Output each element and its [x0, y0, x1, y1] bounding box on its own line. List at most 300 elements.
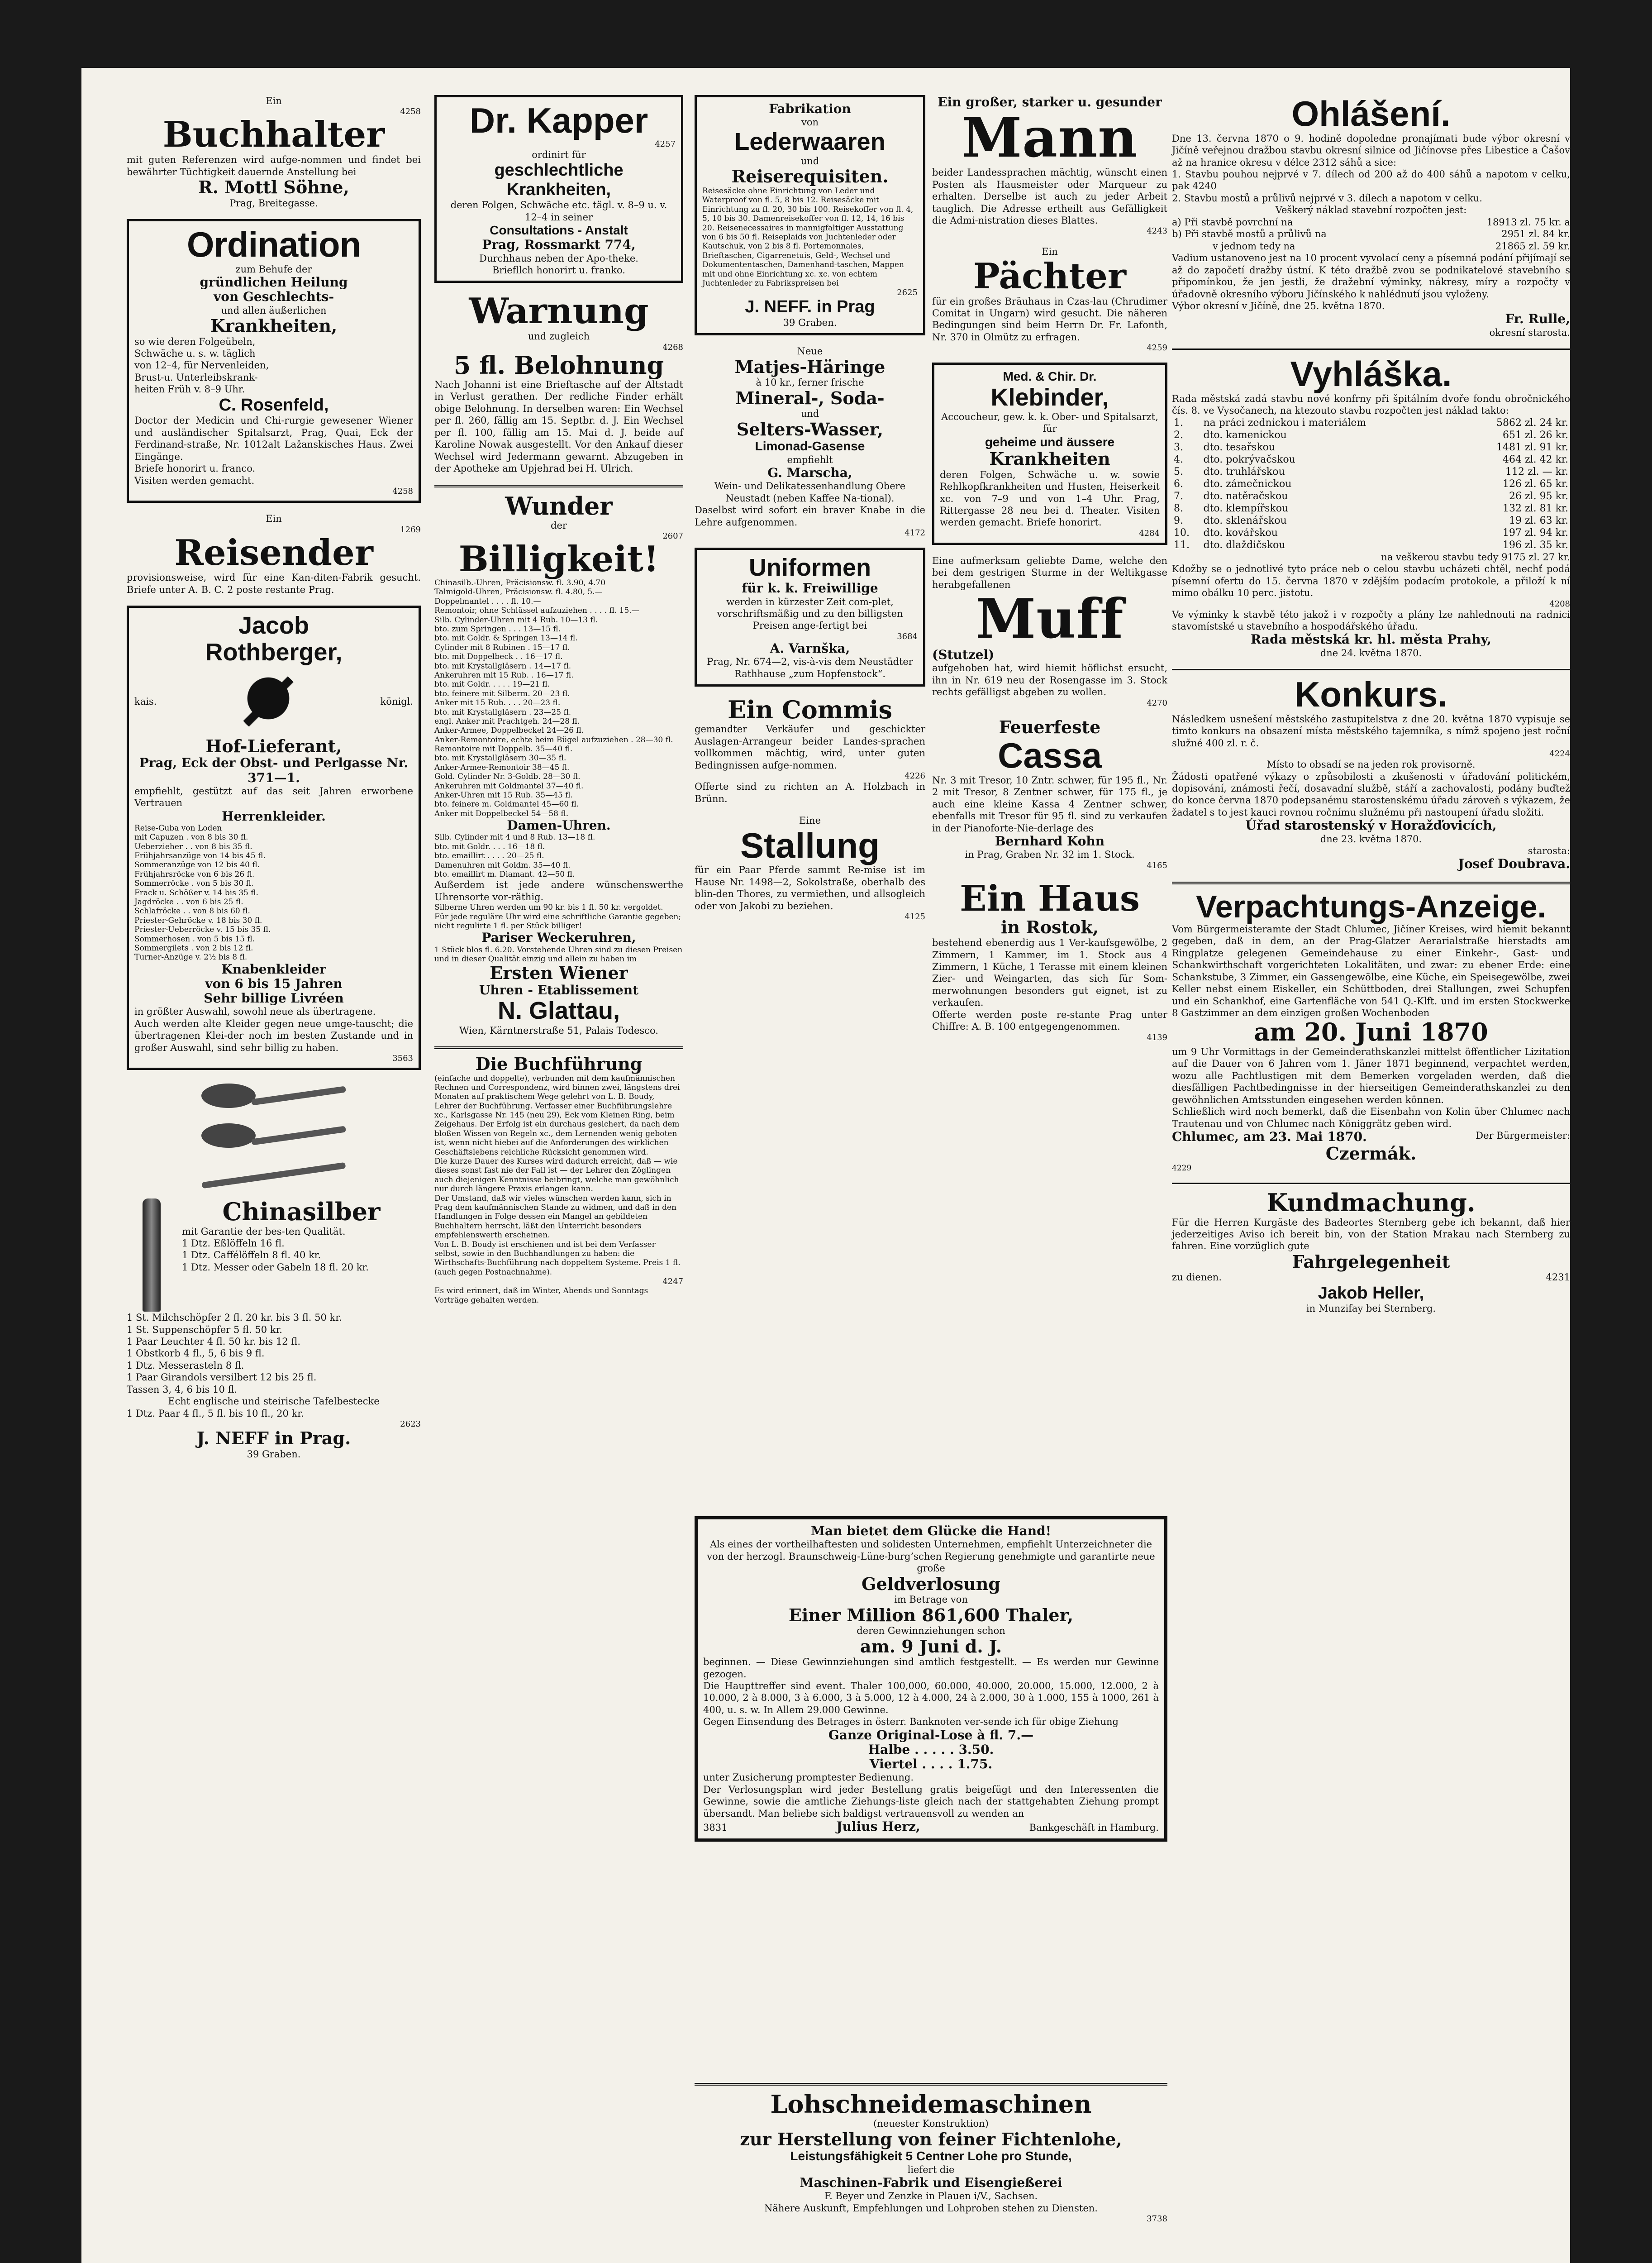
- kund-place: in Munzifay bei Sternberg.: [1306, 1303, 1436, 1314]
- glucke-lose1: Ganze Original-Lose à fl. 7.—: [828, 1727, 1034, 1743]
- konkurs-ref: 4224: [1549, 749, 1570, 759]
- table-row: [1172, 429, 1570, 441]
- chinasilber-item: 1 Dtz. Messer oder Gabeln 18 fl. 20 kr.: [182, 1261, 369, 1273]
- vyhlaska-work: dto. kovářskou: [1203, 527, 1278, 539]
- ad-kapper: [434, 95, 683, 283]
- rothberger-intro: empfiehlt, gestützt auf das seit Jahren erworbene Vertrauen: [134, 785, 413, 809]
- wunder-title2: Billigkeit!: [458, 539, 659, 580]
- uniformen-addr: Prag, Nr. 674—2, vis-à-vis dem Neustädter Rathhause „zum Hopfenstock“.: [707, 656, 913, 679]
- fabrikation-title3: Reiserequisiten.: [731, 166, 889, 187]
- wunder-item: Doppelmantel . . . . fl. 10.—: [434, 597, 541, 606]
- matjes-body: Wein- und Delikatessenhandlung Obere Neustadt (neben Kaffee Na-tional).: [714, 481, 906, 504]
- ohlaseni-naklad: Veškerý náklad stavební rozpočten jest:: [1275, 205, 1467, 216]
- buchhalter-ref: 4258: [400, 107, 421, 117]
- ordination-desc: Doctor der Medicin und Chi-rurgie gewesener Wiener und ausländischer Spitalsarzt, Prag, Quai, Eck der Ferdinand-straße, Nr. 1012alt Lažanskisches Haus. Zwei Eingänge.: [134, 415, 413, 462]
- buchf-body: (einfache und doppelte), verbunden mit dem kaufmännischen Rechnen und Correspondenz, wird binnen zwei, längstens drei Monaten auf praktischem Wege gelehrt von L. B. Boudy, Lehrer der Buchführung. Verfasser einer Buchführungslehre xc., Karlsgasse Nr. 145 (neu 29), Eck vom Kleinen Ring, beim Zeigehaus. Der Erfolg ist ein durchaus gesichert, da nach dem bloßen Wissen von Regeln xc., dem Lernenden wenig geboten ist, wenn nicht hiebei auf die Anforderungen des wirklichen Geschäftslebens reichliche Rücksicht genommen wird.: [434, 1074, 680, 1157]
- buchf-ref: 4247: [662, 1277, 683, 1287]
- ad-cassa: [932, 718, 1167, 870]
- rothberger-knaben-ages: von 6 bis 15 Jahren: [205, 976, 343, 991]
- glucke-h: Geldverlosung: [862, 1573, 1000, 1594]
- vyhlaska-cost: 19 zl. 63 kr.: [1509, 515, 1568, 526]
- ad-pachter: [932, 246, 1167, 353]
- fabrikation-body: Reisesäcke ohne Einrichtung von Leder und Waterproof von fl. 5, 8 bis 12. Reisesäcke mit Einrichtung zu fl. 20, 30 bis 100. Reisekoffer von fl. 4, 5, 10 bis 30. Damenreisekoffer von fl. 12, 14, 16 bis 20. Reisenecessaires in mannigfaltiger Ausstattung von 6 bis 50 fl. Reiseplaids von Juchtenleder oder Kautschuk, von 2 bis 8 fl. Portemonnaies, Brieftaschen, Cigarrenetuis, Geld-, Wechsel und Dokumententaschen, Damenhand-taschen, Mappen mit und ohne Einrichtung xc. xc. von echtem Juchtenleder zu Fabrikspreisen bei: [702, 186, 914, 288]
- glucke-body3: Die Haupttreffer sind event. Thaler 100,000, 60.000, 40.000, 20.000, 15.000, 12.000, 2 à 10.000, 2 à 8.000, 3 à 6.000, 3 à 5.000, 12 à 4.000, 24 à 2.000, 30 à 1.000, 155 à 1000, 261 à 400, u. s. w. In Allem 29.000 Gewinne.: [703, 1681, 1159, 1715]
- verpacht-title: Verpachtungs-Anzeige.: [1195, 888, 1547, 924]
- uniformen-firm: A. Varnška,: [770, 640, 850, 656]
- ad-commis: [695, 697, 925, 805]
- wunder-item: Cylinder mit 8 Rubinen . 15—17 fl.: [434, 643, 570, 652]
- newspaper-page: [81, 68, 1570, 2263]
- ad-buchfuhrung: [434, 1046, 683, 1305]
- matjes-h3: Selters-Wasser,: [736, 419, 884, 439]
- chinasilber-ref: 2623: [400, 1419, 421, 1429]
- kund-dienen: zu dienen.: [1172, 1272, 1222, 1283]
- muff-body2: aufgehoben hat, wird hiemit höflichst ersucht, ihn in Nr. 619 neu der Rosengasse im 3. Stock rechts gefälligst abgeben zu wollen.: [932, 663, 1167, 698]
- ordination-visiten: Visiten werden gemacht.: [134, 475, 255, 486]
- vyhlaska-work: na práci zednickou i materiálem: [1203, 417, 1366, 429]
- fabrikation-title2: Lederwaaren: [734, 128, 886, 155]
- rothberger-item: Priester-Gehröcke v. 18 bis 30 fl.: [134, 916, 262, 925]
- glucke-title: Man bietet dem Glücke die Hand!: [811, 1523, 1051, 1538]
- mann-top: Ein großer, starker u. gesunder: [938, 95, 1162, 110]
- mann-body: beider Landessprachen mächtig, wünscht einen Posten als Hausmeister oder Marqueur zu erhalten. Derselbe ist auch zu jeder Arbeit tauglich. Die Adresse ertheilt aus Gefälligkeit die Admi-nistration dieses Blattes.: [932, 167, 1167, 226]
- wunder-item: bto. mit Goldr. & Springen 13—14 fl.: [434, 634, 578, 643]
- wunder-item: Ankeruhren mit 15 Rub. . 16—17 fl.: [434, 670, 574, 680]
- verpacht-b: Der Bürgermeister:: [1476, 1130, 1570, 1141]
- rothberger-item: Ueberzieher . . von 8 bis 35 fl.: [134, 842, 252, 851]
- spoon-icon: [201, 1120, 346, 1151]
- matjes-h2: Mineral-, Soda-: [735, 387, 885, 408]
- konkurs-title: Konkurs.: [1294, 674, 1448, 715]
- ohlaseni-b-val: 2951 zl. 84 kr.: [1501, 229, 1570, 240]
- wunder-damen-item: bto. emaillirt . . . . 20—25 fl.: [434, 851, 544, 861]
- ad-glucke: [695, 1516, 1167, 1852]
- reisender-title: Reisender: [174, 532, 373, 573]
- wunder-item: bto. zum Springen . . . 13—15 fl.: [434, 625, 561, 634]
- vyhlaska-work: dto. tesařskou: [1203, 441, 1276, 453]
- ohlaseni-item: 1. Stavbu pouhou nejprvé v 7. dílech od 200 až do 400 sáhů a napotom v celku, pak 4240: [1172, 169, 1570, 192]
- lohe-ref: 3738: [1147, 2214, 1167, 2224]
- glucke-body6: Der Verlosungsplan wird jeder Bestellung gratis beigefügt und den Interessenten die Gewinne, sowie die amtliche Ziehungs-liste gleich nach der stattgehabten Ziehung prompt übersandt. Man beliebe sich baldigst vertrauensvoll zu wenden an: [703, 1784, 1159, 1819]
- ad-warnung: [434, 293, 683, 474]
- ordination-line: heiten Früh v. 8–9 Uhr.: [134, 384, 245, 395]
- wunder-item: Anker mit Doppelbeckel 54—58 fl.: [434, 809, 569, 818]
- matjes-neue: Neue: [797, 346, 823, 357]
- ohlaseni-body: Dne 13. června 1870 o 9. hodině dopoledne pronajímati bude výbor okresní v Jičíně veřejnou dražbou stavbu okresní silnice od Jičínovse přes Libestice a Čašov až na hranice okresu v délce 2312 sáhů a sice:: [1172, 133, 1570, 168]
- kapper-anstalt: Consultations - Anstalt: [490, 223, 628, 238]
- ordination-line: Schwäche u. s. w. täglich: [134, 348, 256, 359]
- verpacht-body2: um 9 Uhr Vormittags in der Gemeinderathskanzlei mittelst öffentlicher Lizitation auf die Dauer von 6 Jahren vom 1. Jäner 1871 beginnend, verpachtet werden, wozu alle Pachtlustigen mit dem Bemerken vorgeladen werden, daß die diesfälligen Pachtbedingnisse in der hierseitigen Gemeinderathskanzlei zu den gewöhnlichen Amtsstunden eingesehen werden können.: [1172, 1046, 1570, 1105]
- glucke-amount: Einer Million 861,600 Thaler,: [788, 1604, 1074, 1625]
- ordination-line: von 12–4, für Nervenleiden,: [134, 360, 269, 371]
- glucke-date: am. 9 Juni d. J.: [860, 1636, 1002, 1657]
- wunder-item: Gold. Cylinder Nr. 3-Goldb. 28—30 fl.: [434, 772, 581, 782]
- ohlaseni-a: a) Při stavbě povrchní na: [1172, 216, 1293, 228]
- ad-konkurs: [1172, 676, 1570, 872]
- klebinder-body2: deren Folgen, Schwäche u. w. sowie Rehlkopfkrankheiten und Husten, Heiserkeit xc. von 7–9 und von 1–4 Uhr. Prag, Rittergasse 28 neu bei d. Theater. Visiten werden gemacht. Briefe honorirt.: [940, 469, 1160, 528]
- konkurs-sign: Úřad starostenský v Horažďovicích,: [1245, 818, 1497, 833]
- rothberger-ref: 3563: [392, 1054, 413, 1064]
- muff-sub: (Stutzel): [932, 647, 995, 663]
- rothberger-item: Turner-Anzüge v. 2½ bis 8 fl.: [134, 953, 248, 962]
- vyhlaska-cost: 1481 zl. 91 kr.: [1496, 441, 1568, 453]
- rule: [1172, 669, 1570, 670]
- stallung-title: Stallung: [740, 825, 880, 865]
- cassa-ref: 4165: [1147, 860, 1167, 870]
- wunder-ref: 2607: [662, 531, 683, 541]
- konkurs-b3: Žádosti opatřené výkazy o způsobilosti a zkušenosti v úřadování politickém, dopisování, známosti řečí, dosavadní službě, stáří a zachovalosti, podány buďtež do konce června 1870 podepsanému starostenskému úřadu zároveň s výkazem, že žadatel s to jest kauci rovnou ročnímu služnému při nastoupení úřadu složiti.: [1172, 771, 1570, 818]
- wunder-damen-item: bto. mit Goldr. . . . 16—18 fl.: [434, 842, 545, 851]
- vyhlaska-cost: 126 zl. 65 kr.: [1502, 478, 1568, 490]
- vyhlaska-no: 1.: [1174, 417, 1183, 429]
- rothberger-hof: Hof-Lieferant,: [205, 735, 342, 756]
- haus-title: Ein Haus: [960, 878, 1140, 919]
- rule: [1172, 349, 1570, 350]
- ordination-line: von Geschlechts-: [213, 289, 334, 305]
- ohlaseni-sign2: okresní starosta.: [1489, 327, 1570, 338]
- ohlaseni-title: Ohlášení.: [1291, 94, 1451, 134]
- kapper-heading: geschlechtliche Krankheiten,: [494, 161, 624, 199]
- commis-offer: Offerte sind zu richten an A. Holzbach in Brünn.: [695, 781, 925, 804]
- haus-offer: Offerte werden poste re-stante Prag unter Chiffre: A. B. 100 entgegengenommen.: [932, 1009, 1167, 1032]
- vyhlaska-no: 11.: [1174, 539, 1190, 551]
- vyhlaska-cost: 5862 zl. 24 kr.: [1496, 417, 1568, 429]
- glucke-firm: Julius Herz,: [836, 1819, 920, 1834]
- haus-ref: 4139: [1147, 1032, 1167, 1042]
- wunder-item: bto. feinere mit Silberm. 20—23 fl.: [434, 689, 570, 698]
- rule: [1172, 882, 1570, 884]
- ordination-line: so wie deren Folgeübeln,: [134, 336, 256, 347]
- cassa-addr: in Prag, Graben Nr. 32 im 1. Stock.: [965, 849, 1135, 860]
- wunder-silber: Silberne Uhren werden um 90 kr. bis 1 fl. 50 kr. vergoldet.: [434, 903, 663, 912]
- wunder-item: Remontoir, ohne Schlüssel aufzuziehen . . . . fl. 15.—: [434, 606, 639, 616]
- wunder-item: bto. mit Krystallgläsern . 14—17 fl.: [434, 661, 571, 671]
- column-2: [434, 95, 683, 1315]
- commis-title: Ein Commis: [728, 695, 892, 724]
- verpacht-body3: Schließlich wird noch bemerkt, daß die Eisenbahn von Kolin über Chlumec nach Trautenau und von Chlumec nach Königgrätz geben wird.: [1172, 1106, 1570, 1129]
- knife-fork-icon: [201, 1160, 346, 1191]
- ordination-line: und allen äußerlichen: [221, 305, 327, 316]
- wunder-item: Talmigold-Uhren, Präcisionsw. fl. 4.80, 5.—: [434, 587, 603, 597]
- kapper-title: Dr. Kapper: [469, 100, 648, 140]
- wunder-item: Anker-Remontoire, echte beim Bügel aufzuziehen . 28—30 fl.: [434, 735, 673, 745]
- rothberger-item: Frühjahrsanzüge von 14 bis 45 fl.: [134, 851, 266, 861]
- chinasilber-row: [127, 1198, 421, 1312]
- rothberger-herren: Herrenkleider.: [222, 808, 326, 824]
- uniformen-ref: 3684: [897, 631, 918, 641]
- reisender-top: Ein: [266, 513, 282, 525]
- wunder-der: der: [551, 520, 567, 531]
- wunder-ausserdem: Außerdem ist jede andere wünschenswerthe Uhrensorte vor-räthig.: [434, 879, 683, 902]
- wunder-etabl: Uhren - Etablissement: [479, 982, 639, 998]
- vyhlaska-no: 3.: [1174, 441, 1183, 453]
- buchf-title: Die Buchführung: [475, 1053, 643, 1074]
- table-row: [1172, 527, 1570, 539]
- table-row: [1172, 441, 1570, 454]
- wunder-glattau: N. Glattau,: [497, 997, 620, 1025]
- rule: [1172, 1183, 1570, 1184]
- rothberger-item: Schlafröcke . . von 8 bis 60 fl.: [134, 907, 250, 916]
- ad-ordination: [127, 219, 421, 503]
- wunder-item: Anker-Armee-Remontoir 38—45 fl.: [434, 763, 570, 772]
- rothberger-item: Priester-Ueberröcke v. 15 bis 35 fl.: [134, 925, 271, 935]
- ad-buchhalter: [127, 95, 421, 209]
- matjes-h1: Matjes-Häringe: [734, 356, 886, 377]
- fabrikation-firm: J. NEFF. in Prag: [745, 297, 875, 317]
- klebinder-h2: Krankheiten: [989, 449, 1110, 469]
- rothberger-items: [134, 824, 413, 962]
- ohlaseni-row-a: [1172, 216, 1570, 228]
- pachter-top: Ein: [1042, 246, 1058, 258]
- table-row: [1172, 466, 1570, 478]
- column-3: [695, 95, 925, 931]
- verpacht-date: am 20. Juni 1870: [1254, 1017, 1488, 1047]
- ohlaseni-b: b) Při stavbě mostů a průlivů na: [1172, 229, 1327, 240]
- warnung-ref: 4268: [662, 342, 683, 352]
- kapper-body: deren Folgen, Schwäche etc. tägl. v. 8–9 u. v. 12–4 in seiner: [450, 200, 667, 223]
- kund-body: Für die Herren Kurgäste des Badeortes Sternberg gebe ich bekannt, daß hier jederzeitiges Aviso ich bereit bin, von der Station Mrakau nach Sternberg zu fahren. Eine vorzüglich gute: [1172, 1217, 1570, 1252]
- ohlaseni-sum-val: 21865 zl. 59 kr.: [1495, 240, 1570, 252]
- vyhlaska-cost: 197 zl. 94 kr.: [1502, 527, 1568, 539]
- muff-body1: Eine aufmerksam geliebte Dame, welche den bei dem gestrigen Sturme in der Weltikgasse herabgefallenen: [932, 555, 1167, 590]
- table-row: [1172, 478, 1570, 490]
- vyhlaska-work: dto. zámečnickou: [1203, 478, 1292, 490]
- ohlaseni-date: Výbor okresní v Jičíně, dne 25. května 1870.: [1172, 301, 1385, 312]
- wunder-item: Ankeruhren mit Goldmantel 37—40 fl.: [434, 781, 584, 791]
- klebinder-body: Accoucheur, gew. k. k. Ober- und Spitalsarzt, für: [941, 411, 1158, 434]
- verpacht-sign-row: [1172, 1130, 1570, 1144]
- uniformen-title: Uniformen: [749, 554, 871, 581]
- cassa-body: Nr. 3 mit Tresor, 10 Zntr. schwer, für 195 fl., Nr. 2 mit Tresor, 8 Zentner schwer, für 175 fl., je auch eine kleine Kassa 4 Zentner schwer, ebenfalls mit Tresor für 95 fl. sind zu verkaufen in der Pianoforte-Nie-derlage des: [932, 775, 1167, 834]
- chinasilber-item: 1 Paar Leuchter 4 fl. 50 kr. bis 12 fl.: [127, 1336, 301, 1347]
- chinasilber-street: 39 Graben.: [247, 1448, 301, 1460]
- table-row: [1172, 539, 1570, 551]
- table-row: [1172, 490, 1570, 502]
- buchf-book: Von L. B. Boudy ist erschienen und ist bei dem Verfasser selbst, sowie in den Buchhandlungen zu haben: die Wirthschafts-Buchführung nach doppeltem Systeme. Preis 1 fl. (auch gegen Postnachnahme).: [434, 1240, 681, 1277]
- vyhlaska-work: dto. truhlářskou: [1203, 466, 1285, 477]
- wunder-item: Anker-Uhren mit 15 Rub. 35—45 fl.: [434, 791, 573, 800]
- column-1: [127, 95, 421, 1470]
- verpacht-ref: 4229: [1172, 1163, 1192, 1173]
- rothberger-name1: Jacob: [238, 612, 309, 640]
- glucke-box: [695, 1516, 1167, 1842]
- wunder-damen-items: [434, 833, 683, 879]
- warnung-title: Warnung: [469, 291, 649, 332]
- chinasilber-tafel: Echt englische und steirische Tafelbestecke: [168, 1396, 380, 1407]
- rothberger-konigl: königl.: [380, 696, 413, 707]
- wunder-damen-item: bto. emaillirt m. Diamant. 42—50 fl.: [434, 869, 575, 879]
- wunder-item: Anker-Armee, Doppelbeckel 24—26 fl.: [434, 726, 584, 735]
- vyhlaska-cost: 196 zl. 35 kr.: [1502, 539, 1568, 551]
- muff-ref: 4270: [1147, 698, 1167, 708]
- chinasilber-item: 1 St. Suppenschöpfer 5 fl. 50 kr.: [127, 1324, 282, 1335]
- wunder-item: bto. mit Goldr. . . . . 19—21 fl.: [434, 680, 550, 689]
- matjes-empf: empfiehlt: [787, 454, 833, 465]
- kund-name: Jakob Heller,: [1318, 1283, 1424, 1303]
- ad-matjes: [695, 345, 925, 538]
- glucke-ref: 3831: [703, 1822, 728, 1833]
- matjes-firm: G. Marscha,: [767, 465, 852, 480]
- vyhlaska-no: 9.: [1174, 515, 1183, 526]
- vyhlaska-work: dto. natěračskou: [1203, 490, 1288, 502]
- ordination-briefe: Briefe honorirt u. franco.: [134, 463, 256, 474]
- glucke-deren: deren Gewinnziehungen schon: [857, 1625, 1005, 1637]
- vyhlaska-work: dto. pokrývačskou: [1203, 454, 1295, 465]
- ordination-line: gründlichen Heilung: [200, 275, 348, 290]
- vyhlaska-no: 8.: [1174, 502, 1183, 514]
- table-row: [1172, 417, 1570, 429]
- vyhlaska-body: Rada městská zadá stavbu nové konfrny při špitálním dvoře fondu obročnického čís. 8. ve Vysočanech, na ktezouto stavbu rozpočten jest náklad takto:: [1172, 393, 1570, 416]
- buchhalter-title: Buchhalter: [162, 114, 385, 156]
- cassa-h: Feuerfeste: [999, 716, 1101, 737]
- reisender-body: provisionsweise, wird für eine Kan-diten-Fabrik gesucht. Briefe unter A. B. C. 2 poste restante Prag.: [127, 572, 421, 595]
- ohlaseni-a-val: 18913 zl. 75 kr. a: [1486, 216, 1570, 228]
- ad-lohe: [695, 2077, 1167, 2224]
- matjes-h4: Limonad-Gasense: [755, 439, 865, 454]
- warnung-body: Nach Johanni ist eine Brieftasche auf der Altstadt in Verlust gerathen. Der redliche Finder erhält obige Belohnung. In derselben waren: Ein Wechsel per fl. 260, fällig am 15. Septbr. d. J. Ein Wechsel per fl. 100, fällig am 15. Mai d. J. beide auf Karoline Nowak ausgestellt. Vor den Ankauf dieser Wechsel wird Jedermann gewarnt. Abzugeben in der Apotheke am Upjehrad bei H. Ulrich.: [434, 379, 683, 474]
- wunder-damen-item: Silb. Cylinder mit 4 und 8 Rub. 13—18 fl.: [434, 833, 595, 842]
- ohlaseni-row-sum: [1172, 240, 1570, 252]
- haus-sub: in Rostok,: [1000, 917, 1099, 937]
- kund-row: [1172, 1271, 1570, 1283]
- rule: [695, 2083, 1167, 2086]
- table-row: [1172, 502, 1570, 515]
- rothberger-livreen-body: in größter Auswahl, sowohl neue als übertragene.: [134, 1006, 376, 1017]
- lohe-body: Nähere Auskunft, Empfehlungen und Lohproben stehen zu Diensten.: [764, 2202, 1098, 2214]
- wunder-pariser: Pariser Weckeruhren,: [481, 930, 636, 945]
- wunder-damen-item: Damenuhren mit Goldm. 35—40 fl.: [434, 860, 571, 870]
- lohe-sub: (neuester Konstruktion): [873, 2118, 989, 2129]
- ordination-ref: 4258: [392, 487, 413, 497]
- rothberger-item: Sommerhosen . von 5 bis 15 fl.: [134, 934, 255, 944]
- vyhlaska-body2: Kdožby se o jednotlivé tyto práce neb o celou stavbu ucházeti chtěl, nechť podá písemní ofertu do 15. června 1870 v zdějším podacím protokole, a přiloží k ní mimo obálku 10 perc. jistotu.: [1172, 563, 1570, 599]
- wunder-item: bto. mit Krystallgläsern 30—35 fl.: [434, 754, 567, 763]
- vyhlaska-sum: na veškerou stavbu tedy 9175 zl. 27 kr.: [1381, 551, 1570, 563]
- chinasilber-item: Tassen 3, 4, 6 bis 10 fl.: [127, 1384, 238, 1395]
- rothberger-item: Jagdröcke . . von 6 bis 25 fl.: [134, 898, 243, 907]
- lohe-cap: Leistungsfähigkeit 5 Centner Lohe pro Stunde,: [790, 2149, 1072, 2163]
- kund-title: Kundmachung.: [1266, 1188, 1476, 1217]
- cassa-firm: Bernhard Kohn: [995, 834, 1105, 849]
- glucke-im: im Betrage von: [894, 1594, 968, 1605]
- klebinder-h: geheime und äussere: [985, 434, 1115, 449]
- wunder-item: Anker mit 15 Rub. . . . 20—23 fl.: [434, 698, 561, 708]
- muff-title: Muff: [976, 587, 1124, 651]
- vyhlaska-cost: 112 zl. — kr.: [1505, 466, 1568, 477]
- stallung-ref: 4125: [905, 912, 925, 922]
- konkurs-b2: Místo to obsadí se na jeden rok provisorně.: [1266, 759, 1476, 770]
- kund-h: Fahrgelegenheit: [1292, 1251, 1450, 1272]
- chinasilber-item: 1 Dtz. Caffélöffeln 8 fl. 40 kr.: [182, 1250, 321, 1261]
- wunder-addr: Wien, Kärntnerstraße 51, Palais Todesco.: [459, 1025, 658, 1036]
- buchhalter-body: mit guten Referenzen wird aufge-nommen und findet bei bewährter Tüchtigkeit dauernde Anstellung bei: [127, 154, 421, 177]
- kapper-addr: Prag, Rossmarkt 774,: [482, 237, 636, 253]
- pachter-body: für ein großes Bräuhaus in Czas-lau (Chrudimer Comitat in Ungarn) wird gesucht. Die näheren Bedingungen sind beim Herrn Dr. Fr. Lafonth, Nr. 370 in Olmütz zu erfragen.: [932, 296, 1167, 343]
- fabrikation-von: von: [801, 117, 819, 128]
- klebinder-ref: 4284: [1139, 528, 1160, 538]
- ad-muff: [932, 555, 1167, 708]
- ohlaseni-row-b: [1172, 228, 1570, 240]
- table-row: [1172, 515, 1570, 527]
- ad-rothberger: [127, 606, 421, 1070]
- rothberger-name2: Rothberger,: [205, 639, 343, 666]
- vyhlaska-ref: 4208: [1549, 599, 1570, 609]
- lohe-h: zur Herstellung von feiner Fichtenlohe,: [740, 2129, 1122, 2149]
- vyhlaska-cost: 464 zl. 42 kr.: [1502, 454, 1568, 465]
- chinasilber-item: 1 Paar Girandols versilbert 12 bis 25 fl.: [127, 1372, 317, 1383]
- rothberger-livreen: Sehr billige Livréen: [204, 991, 344, 1006]
- double-eagle-icon: [237, 670, 300, 733]
- konkurs-date: dne 23. května 1870.: [1320, 833, 1422, 845]
- rule: [434, 485, 683, 487]
- mann-ref: 4243: [1147, 226, 1167, 236]
- ad-fabrikation: [695, 95, 925, 335]
- warnung-reward: 5 fl. Belohnung: [453, 350, 664, 380]
- pachter-ref: 4259: [1147, 343, 1167, 353]
- kapper-side: Durchhaus neben der Apo-theke.: [479, 253, 638, 264]
- vyhlaska-table: [1172, 417, 1570, 551]
- column-5: [1172, 95, 1570, 1325]
- matjes-ref: 4172: [905, 528, 925, 538]
- ad-haus: [932, 880, 1167, 1042]
- rothberger-knaben: Knabenkleider: [221, 961, 326, 977]
- lohe-place: F. Beyer und Zenzke in Plauen i/V., Sachsen.: [824, 2191, 1038, 2202]
- chinasilber-text: [182, 1198, 421, 1312]
- buchhalter-firm: R. Mottl Söhne,: [198, 177, 349, 198]
- vyhlaska-no: 5.: [1174, 466, 1183, 477]
- rothberger-item: Sommeranzüge von 12 bis 40 fl.: [134, 860, 260, 870]
- wunder-items: [434, 578, 683, 818]
- rothberger-item: Frack u. Schößer v. 14 bis 35 fl.: [134, 888, 258, 898]
- vyhlaska-cost: 651 zl. 26 kr.: [1502, 429, 1568, 441]
- ohlaseni-sum: v jednom tedy na: [1213, 240, 1295, 252]
- fabrikation-title: Fabrikation: [769, 101, 851, 116]
- vyhlaska-no: 7.: [1174, 490, 1183, 502]
- glucke-body5: unter Zusicherung promptester Bedienung.: [703, 1772, 914, 1783]
- reisender-ref: 1269: [400, 525, 421, 535]
- ad-reisender: [127, 513, 421, 596]
- kund-ref: 4231: [1546, 1272, 1570, 1283]
- chinasilber-title: Chinasilber: [222, 1197, 381, 1227]
- wunder-pariser-body: 1 Stück blos fl. 6.20. Vorstehende Uhren sind zu diesen Preisen und in dieser Qualität einzig und allein zu haben im: [434, 945, 683, 964]
- buchhalter-place: Prag, Breitegasse.: [229, 197, 318, 209]
- chinasilber-firm: J. NEFF in Prag.: [196, 1428, 351, 1449]
- klebinder-title: Klebinder,: [990, 383, 1109, 411]
- ad-verpachtung: [1172, 890, 1570, 1173]
- chinasilber-item: 1 St. Milchschöpfer 2 fl. 20 kr. bis 3 fl. 50 kr.: [127, 1312, 342, 1323]
- rothberger-item: mit Capuzen . von 8 bis 30 fl.: [134, 833, 248, 842]
- ad-stallung: [695, 815, 925, 921]
- chinasilber-item: 1 Obstkorb 4 fl., 5, 6 bis 9 fl.: [127, 1348, 265, 1359]
- lohe-firm: Maschinen-Fabrik und Eisengießerei: [800, 2175, 1062, 2191]
- ordination-line: Brust-u. Unterleibskrank-: [134, 372, 258, 383]
- vyhlaska-work: dto. kamenickou: [1203, 429, 1287, 441]
- stallung-top: Eine: [799, 815, 821, 826]
- pachter-title: Pächter: [973, 255, 1127, 297]
- glucke-footer: [703, 1819, 1159, 1834]
- ordination-line: zum Behufe der: [235, 263, 312, 275]
- uniformen-sub: für k. k. Freiwillige: [742, 581, 878, 596]
- glucke-body2: beginnen. — Diese Gewinnziehungen sind amtlich festgestellt. — Es werden nur Gewinne gezogen.: [703, 1657, 1159, 1680]
- ad-klebinder: [932, 363, 1167, 544]
- vyhlaska-cost: 132 zl. 81 kr.: [1502, 502, 1568, 514]
- fabrikation-ref: 2625: [897, 288, 918, 298]
- uniformen-body: werden in kürzester Zeit com-plet, vorschriftsmäßig und zu den billigsten Preisen ange-fertigt bei: [717, 596, 903, 631]
- mann-title: Mann: [962, 106, 1138, 170]
- matjes-und: und: [800, 408, 819, 420]
- cassa-title: Cassa: [998, 735, 1102, 776]
- kapper-sub: ordinirt für: [532, 149, 586, 160]
